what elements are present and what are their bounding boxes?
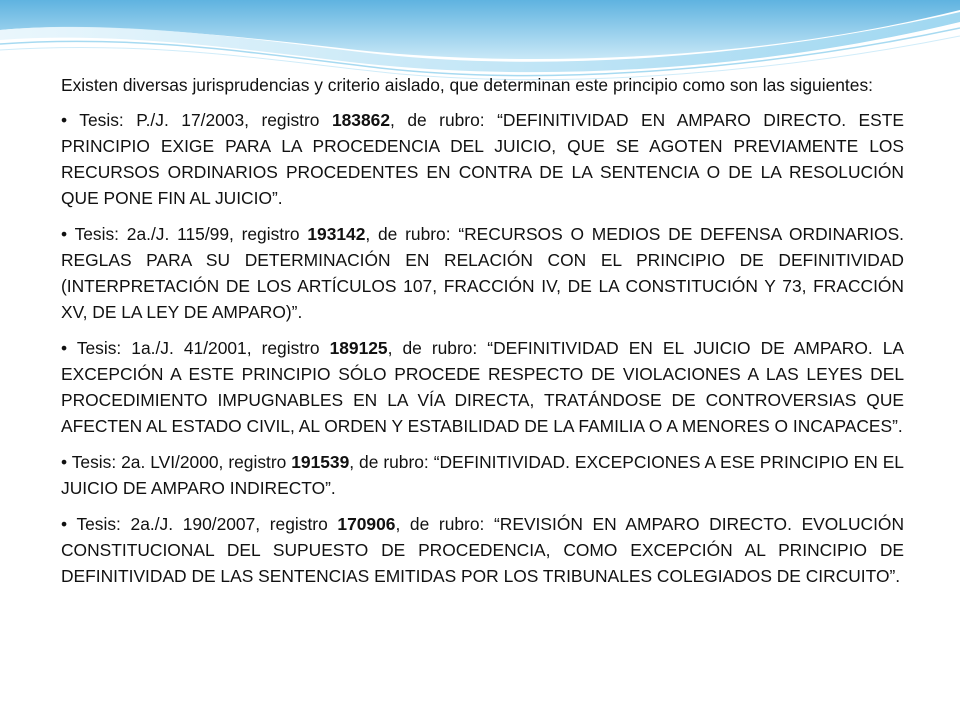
thesis-prefix: Tesis: 2a./J. 190/2007, registro (76, 514, 338, 534)
thesis-registro: 183862 (331, 110, 390, 130)
thesis-registro: 170906 (337, 514, 396, 534)
thesis-registro: 191539 (291, 452, 350, 472)
intro-paragraph: Existen diversas jurisprudencias y criterio aislado, que determinan este principio como son las siguientes: (61, 75, 873, 95)
thesis-rubro: , de rubro: “DEFINITIVIDAD EN EL JUICIO DE AMPARO. LA EXCEPCIÓN A ESTE PRINCIPIO SÓLO PROCEDE RESPECTO DE VIOLACIONES A LAS LEYES DEL PROCEDIMIENTO IMPUGNABLES EN LA VÍA DIRECTA, TRATÁNDOSE DE CONTROVERSIAS QUE AFECTEN AL ESTADO CIVIL, AL ORDEN Y ESTABILIDAD DE LA FAMILIA O A MENORES O INCAPACES”. (61, 338, 904, 436)
thesis-item (61, 449, 904, 501)
thesis-rubro: , de rubro: “REVISIÓN EN AMPARO DIRECTO. EVOLUCIÓN CONSTITUCIONAL DEL SUPUESTO DE PROCEDENCIA, COMO EXCEPCIÓN AL PRINCIPIO DE DEFINITIVIDAD DE LAS SENTENCIAS EMITIDAS POR LOS TRIBUNALES COLEGIADOS DE CIRCUITO”. (61, 514, 904, 586)
thesis-registro: 189125 (329, 338, 388, 358)
bullet: • (61, 338, 68, 358)
thesis-registro: 193142 (307, 224, 366, 244)
content-body (61, 72, 904, 599)
thesis-rubro: , de rubro: “RECURSOS O MEDIOS DE DEFENSA ORDINARIOS. REGLAS PARA SU DETERMINACIÓN EN RELACIÓN CON EL PRINCIPIO DE DEFINITIVIDAD (INTERPRETACIÓN DE LOS ARTÍCULOS 107, FRACCIÓN IV, DE LA CONSTITUCIÓN Y 73, FRACCIÓN XV, DE LA LEY DE AMPARO)”. (61, 224, 904, 322)
thesis-rubro: , de rubro: “DEFINITIVIDAD. EXCEPCIONES A ESE PRINCIPIO EN EL JUICIO DE AMPARO INDIRECTO”. (61, 452, 904, 498)
bullet: • (61, 110, 68, 130)
thesis-item (61, 511, 904, 589)
bullet: • (61, 452, 68, 472)
bullet: • (61, 224, 68, 244)
thesis-rubro: , de rubro: “DEFINITIVIDAD EN AMPARO DIRECTO. ESTE PRINCIPIO EXIGE PARA LA PROCEDENCIA DEL JUICIO, QUE SE AGOTEN PREVIAMENTE LOS RECURSOS ORDINARIOS PROCEDENTES EN CONTRA DE LA SENTENCIA O DE LA RESOLUCIÓN QUE PONE FIN AL JUICIO”. (61, 110, 904, 208)
thesis-item (61, 335, 904, 439)
thesis-prefix: Tesis: 1a./J. 41/2001, registro (76, 338, 330, 358)
bullet: • (61, 514, 68, 534)
thesis-item (61, 107, 904, 211)
thesis-item (61, 221, 904, 325)
thesis-prefix: Tesis: 2a./J. 115/99, registro (74, 224, 308, 244)
thesis-prefix: Tesis: 2a. LVI/2000, registro (71, 452, 292, 472)
thesis-prefix: Tesis: P./J. 17/2003, registro (79, 110, 332, 130)
